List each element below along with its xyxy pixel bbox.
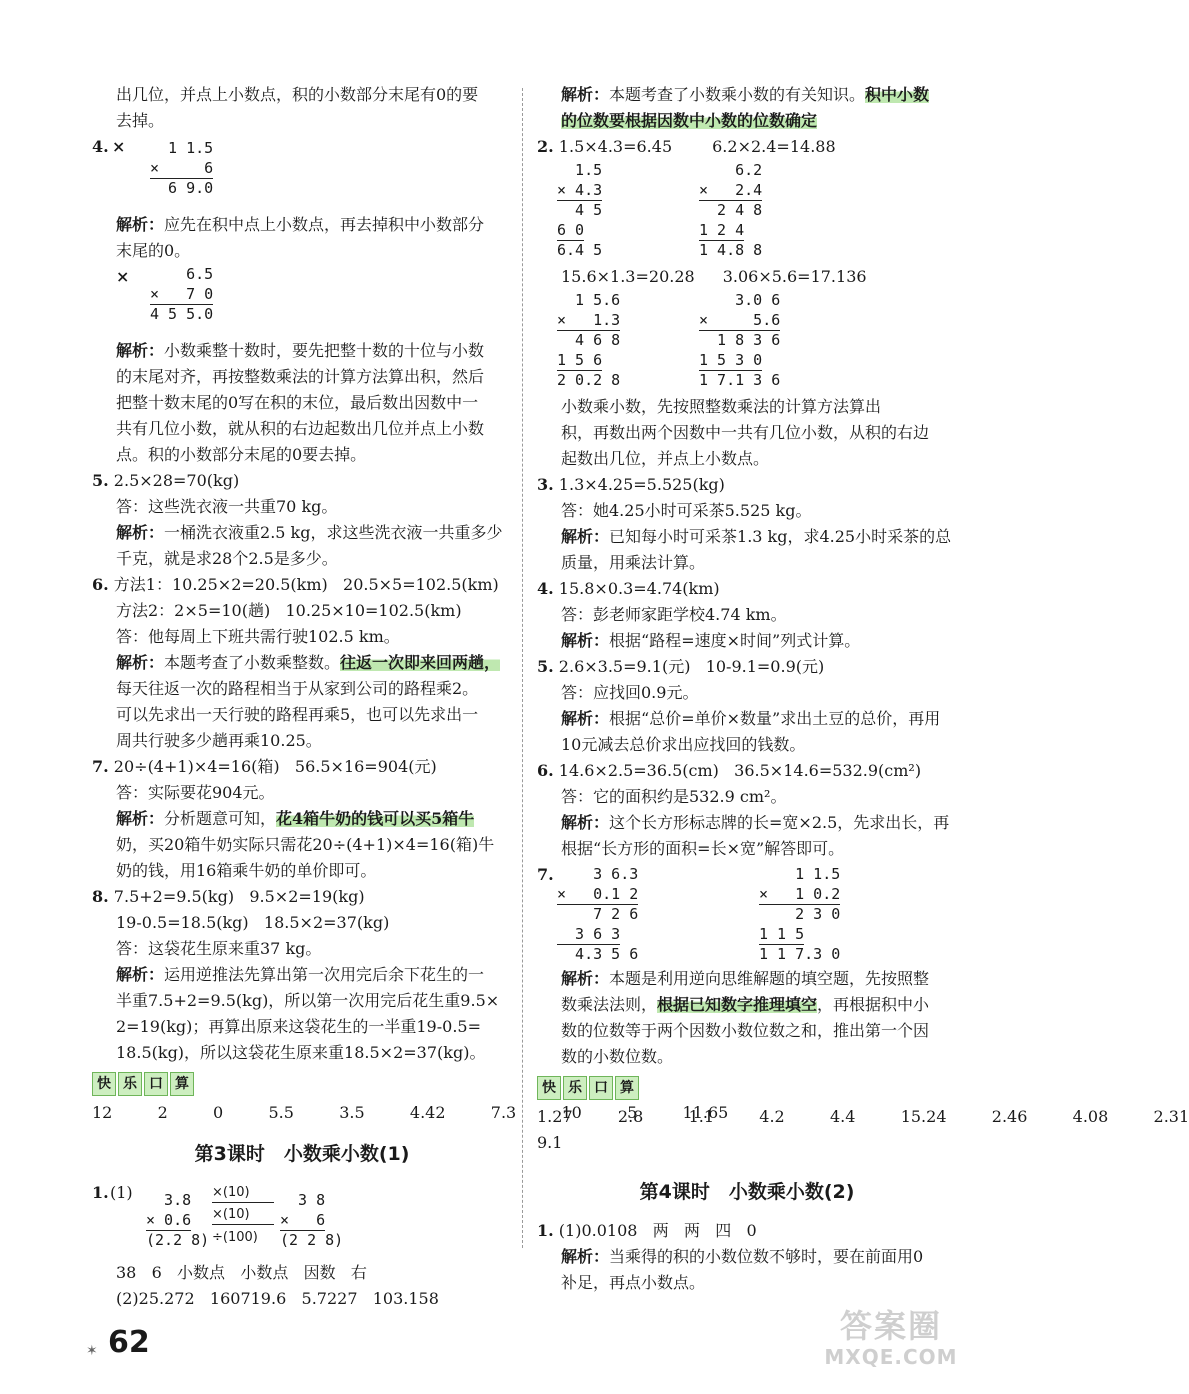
calc-row: 1 5 3 0 [699, 351, 763, 369]
q2-calcs-1 [537, 160, 957, 264]
calc-row: 2 3 0 [759, 905, 841, 923]
kousuan-answers: 12 2 0 5.5 3.5 4.42 7.3 10 5 11.65 [92, 1103, 729, 1122]
analysis-line: 数乘法法则，根据已知数字推理填空，再根据积中小 [561, 995, 930, 1014]
analysis-line: 半重7.5+2=9.5(kg)，所以第一次用完后花生重9.5× [116, 991, 500, 1010]
q3-line: 3. 1.3×4.25=5.525(kg) [537, 475, 725, 494]
calc-row: × 1.3 [557, 311, 621, 329]
vertical-calc [699, 290, 780, 390]
analysis-line: 可以先求出一天行驶的路程再乘5，也可以先求出一 [116, 705, 479, 724]
calc-row: 1 5 6 [557, 351, 603, 369]
analysis-line: 解析：小数乘整十数时，要先把整十数的十位与小数 [116, 341, 485, 360]
calc-row: 2 0.2 8 [557, 371, 621, 389]
analysis-line: 千克，就是求28个2.5是多少。 [116, 549, 338, 568]
calc-row: 3 6 3 [557, 925, 621, 943]
calc-row: × 4.3 [557, 181, 603, 199]
calc-row: × 6 [150, 159, 214, 177]
q7-line: 7. 20÷(4+1)×4=16(箱) 56.5×16=904(元) [92, 757, 437, 776]
calc-row: × 2.4 [699, 181, 763, 199]
question-number: 4. [92, 137, 109, 156]
s3-q1-block [92, 1180, 512, 1260]
vertical-calc [150, 138, 213, 198]
analysis-line: 解析：根据“路程=速度×时间”列式计算。 [561, 631, 861, 650]
answer-line: 答：他每周上下班共需行驶102.5 km。 [116, 627, 400, 646]
calc-row: 4 5 5.0 [150, 305, 214, 323]
calc-row: 2 4 8 [699, 201, 763, 219]
analysis-line: 10元减去总价求出应找回的钱数。 [561, 735, 806, 754]
q6-line: 6. 14.6×2.5=36.5(cm) 36.5×14.6=532.9(cm²) [537, 761, 922, 780]
fill-answers: 38 6 小数点 小数点 因数 右 [116, 1263, 367, 1282]
tag-char: 口 [589, 1076, 613, 1100]
analysis-line: 起数出几位，并点上小数点。 [561, 449, 770, 468]
calc-row: × 1 0.2 [759, 885, 841, 903]
analysis-line: 点。积的小数部分末尾的0要去掉。 [116, 445, 367, 464]
section-title: 第3课时 小数乘小数(1) [194, 1143, 410, 1165]
calc-row: 3 6.3 [557, 865, 639, 883]
calc-row: (2.2 8) [146, 1231, 210, 1249]
analysis-line: 解析：分析题意可知，花4箱牛奶的钱可以买5箱牛 [116, 809, 475, 828]
calc-row: 1 4.8 8 [699, 241, 763, 259]
calc-row: 1 7.1 3 6 [699, 371, 781, 389]
tag-char: 快 [537, 1076, 561, 1100]
calc-row: 7 2 6 [557, 905, 639, 923]
answer-line: 答：实际要花904元。 [116, 783, 275, 802]
analysis-line: 共有几位小数，就从积的右边起数出几位并点上小数 [116, 419, 485, 438]
analysis-line: 解析：当乘得的积的小数位数不够时，要在前面用0 [561, 1247, 924, 1266]
wrong-mark: × [112, 137, 126, 156]
q7-calcs [537, 862, 957, 966]
wrong-mark: × [116, 267, 130, 286]
watermark-logo [806, 1306, 976, 1376]
q4-line: 4. 15.8×0.3=4.74(km) [537, 579, 720, 598]
analysis-line: 解析：本题考查了小数乘整数。往返一次即来回两趟， [116, 653, 501, 672]
analysis-line: 解析：已知每小时可采茶1.3 kg，求4.25小时采茶的总 [561, 527, 952, 546]
analysis-line: 根据“长方形的面积=长×宽”解答即可。 [561, 839, 845, 858]
fill-answers: (2)25.272 160719.6 5.7227 103.158 [116, 1289, 439, 1308]
calc-row: × 5.6 [699, 311, 781, 329]
q6-line: 6. 方法1：10.25×2=20.5(km) 20.5×5=102.5(km) [92, 575, 499, 594]
answer-line: 答：它的面积约是532.9 cm²。 [561, 787, 787, 806]
vertical-calc [699, 160, 762, 260]
calc-row: 4 5 [557, 201, 603, 219]
calc-row: × 0.6 [146, 1211, 192, 1229]
text-line: 15.6×1.3=20.28 3.06×5.6=17.136 [561, 267, 867, 286]
calc-row: 6.2 [699, 161, 763, 179]
calc-row: 6.4 5 [557, 241, 603, 259]
tag-char: 口 [144, 1072, 168, 1096]
question-number: 1. [92, 1183, 109, 1202]
calc-row: × 6 [280, 1211, 326, 1229]
calc-row: 1 2 4 [699, 221, 745, 239]
q2-calcs-2 [537, 290, 957, 394]
calc-row: × 0.1 2 [557, 885, 639, 903]
answer-line: 答：她4.25小时可采茶5.525 kg。 [561, 501, 812, 520]
calc-row: 1.5 [557, 161, 603, 179]
vertical-calc-left [146, 1190, 209, 1250]
calc-row: 3.8 [146, 1191, 192, 1209]
analysis-line: 奶，买20箱牛奶实际只需花20÷(4+1)×4=16(箱)牛 [116, 835, 495, 854]
answer-line: 答：应找回0.9元。 [561, 683, 699, 702]
text-line: 出几位，并点上小数点，积的小数部分末尾有0的要 [116, 85, 479, 104]
calc-row: 1 1.5 [150, 139, 214, 157]
analysis-line: 每天往返一次的路程相当于从家到公司的路程乘2。 [116, 679, 479, 698]
calc-row: 1 8 3 6 [699, 331, 781, 349]
q5-line: 5. 2.6×3.5=9.1(元) 10-9.1=0.9(元) [537, 657, 825, 676]
kousuan-answers: 9.1 [537, 1133, 563, 1152]
right-column [537, 82, 1189, 1296]
q2-line: 2. 1.5×4.3=6.45 6.2×2.4=14.88 [537, 137, 836, 156]
kuaile-kousuan-tag [537, 1076, 639, 1100]
calc-row: 6.5 [150, 265, 214, 283]
analysis-line: 数的位数等于两个因数小数位数之和，推出第一个因 [561, 1021, 930, 1040]
text-line: 方法2：2×5=10(趟) 10.25×10=102.5(km) [116, 601, 462, 620]
answer-line: 答：彭老师家距学校4.74 km。 [561, 605, 787, 624]
watermark-big: 答案圈 [839, 1307, 942, 1345]
tag-char: 乐 [563, 1076, 587, 1100]
vertical-calc [557, 290, 620, 390]
page-number: 62 [108, 1325, 150, 1360]
analysis-line: 2=19(kg)；再算出原来这袋花生的一半重19-0.5= [116, 1017, 481, 1036]
arrow-label: ×(10) [212, 1180, 274, 1203]
tag-char: 乐 [118, 1072, 142, 1096]
answer-line: 答：这些洗衣液一共重70 kg。 [116, 497, 338, 516]
analysis-line: 的位数要根据因数中小数的位数确定 [561, 111, 818, 130]
text-line: 去掉。 [116, 111, 165, 130]
calc-row: 1 5.6 [557, 291, 621, 309]
s4-q1-line: 1. (1)0.0108 两 两 四 0 [537, 1221, 757, 1240]
section-title: 第4课时 小数乘小数(2) [639, 1181, 855, 1203]
analysis-line: 数的小数位数。 [561, 1047, 674, 1066]
answer-line: 答：这袋花生原来重37 kg。 [116, 939, 322, 958]
vertical-calc [150, 264, 213, 324]
arrow-label: ÷(100) [212, 1224, 274, 1251]
analysis-line: 末尾的0。 [116, 241, 191, 260]
vertical-calc [557, 864, 638, 964]
calc-row: 6 0 [557, 221, 585, 239]
vertical-calc [557, 160, 602, 260]
calc-row: 1 1.5 [759, 865, 841, 883]
analysis-line: 周共行驶多少趟再乘10.25。 [116, 731, 322, 750]
analysis-line: 解析：本题是利用逆向思维解题的填空题，先按照整 [561, 969, 930, 988]
question-number: 7. [537, 865, 554, 884]
analysis-line: 解析：这个长方形标志牌的长=宽×2.5，先求出长，再 [561, 813, 950, 832]
analysis-line: 奶的钱，用16箱乘牛奶的单价即可。 [116, 861, 377, 880]
analysis-line: 把整十数末尾的0写在积的末位，最后数出因数中一 [116, 393, 479, 412]
q4-block-2 [92, 264, 512, 338]
analysis-line: 解析：运用逆推法先算出第一次用完后余下花生的一 [116, 965, 485, 984]
analysis-line: 解析：应先在积中点上小数点，再去掉积中小数部分 [116, 215, 485, 234]
sub-part: (1) [110, 1183, 133, 1202]
calc-row: 3 8 [280, 1191, 326, 1209]
calc-row: 1 1 7.3 0 [759, 945, 841, 963]
q8-line: 8. 7.5+2=9.5(kg) 9.5×2=19(kg) [92, 887, 365, 906]
tag-char: 快 [92, 1072, 116, 1096]
calc-row: 3.0 6 [699, 291, 781, 309]
tag-char: 算 [170, 1072, 194, 1096]
calc-row: × 7 0 [150, 285, 214, 303]
analysis-line: 解析：本题考查了小数乘小数的有关知识。积中小数 [561, 85, 930, 104]
calc-row: 1 1 5 [759, 925, 805, 943]
analysis-line: 质量，用乘法计算。 [561, 553, 706, 572]
analysis-line: 小数乘小数，先按照整数乘法的计算方法算出 [561, 397, 882, 416]
analysis-line: 18.5(kg)，所以这袋花生原来重18.5×2=37(kg)。 [116, 1043, 486, 1062]
analysis-line: 的末尾对齐，再按整数乘法的计算方法算出积，然后 [116, 367, 485, 386]
column-divider [522, 88, 523, 1248]
vertical-calc [759, 864, 840, 964]
tag-char: 算 [615, 1076, 639, 1100]
star-icon: ✶ [86, 1343, 98, 1359]
calc-row: 6 9.0 [150, 179, 214, 197]
calc-row: 4 6 8 [557, 331, 621, 349]
analysis-line: 解析：根据“总价=单价×数量”求出土豆的总价，再用 [561, 709, 941, 728]
analysis-line: 补足，再点小数点。 [561, 1273, 706, 1292]
arrow-label: ×(10) [212, 1202, 274, 1225]
analysis-line: 解析：一桶洗衣液重2.5 kg，求这些洗衣液一共重多少 [116, 523, 503, 542]
text-line: 19-0.5=18.5(kg) 18.5×2=37(kg) [116, 913, 390, 932]
kousuan-answers: 1.27 2.8 1.1 4.2 4.4 15.24 2.46 4.08 2.31 [537, 1107, 1189, 1126]
kuaile-kousuan-tag [92, 1072, 194, 1096]
calc-row: 4.3 5 6 [557, 945, 639, 963]
q4-block-1 [92, 134, 512, 212]
watermark-small: MXQE.COM [824, 1345, 958, 1369]
calc-row: (2 2 8) [280, 1231, 344, 1249]
analysis-line: 积，再数出两个因数中一共有几位小数，从积的右边 [561, 423, 930, 442]
q5-line: 5. 2.5×28=70(kg) [92, 471, 240, 490]
vertical-calc-right [280, 1190, 343, 1250]
